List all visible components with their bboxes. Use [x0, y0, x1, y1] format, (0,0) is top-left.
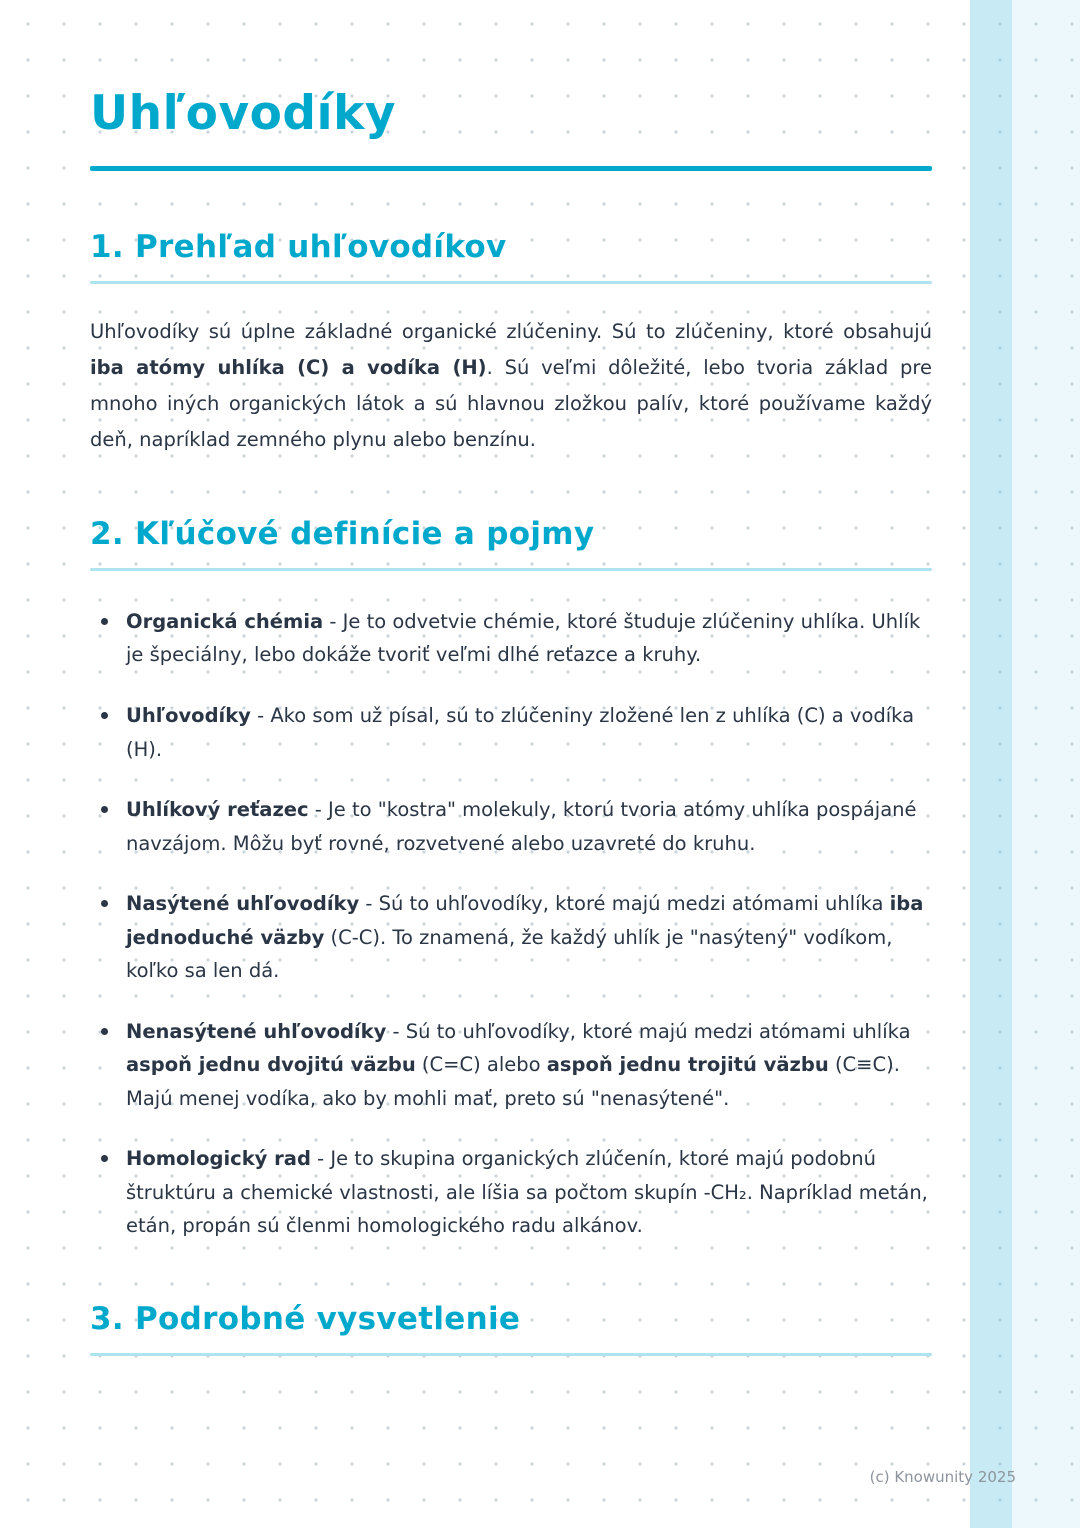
definition-text: Nenasýtené uhľovodíky - Sú to uhľovodíky, ktoré majú medzi atómami uhlíka aspoň jednu dvojitú väzbu (C=C) alebo aspoň jednu trojitú väzbu (C≡C). Majú menej vodíka, ako by mohli mať, preto sú "nenasýtené".: [126, 1019, 911, 1110]
bullet-icon: [101, 1155, 108, 1162]
section-definitions-heading: 2. Kľúčové definície a pojmy: [90, 515, 595, 552]
overview-paragraph: Uhľovodíky sú úplne základné organické zlúčeniny. Sú to zlúčeniny, ktoré obsahujú iba atómy uhlíka (C) a vodíka (H). Sú veľmi dôležité, lebo tvoria základ pre mnoho iných organických látok a sú hlavnou zložkou palív, ktoré používame každý deň, napríklad zemného plynu alebo benzínu.: [90, 319, 932, 451]
section-detail: [90, 1301, 932, 1356]
title-underline: [90, 166, 932, 171]
bullet-icon: [101, 618, 108, 625]
section-overview: [90, 229, 932, 458]
definition-item: [90, 1142, 932, 1243]
definition-text: Nasýtené uhľovodíky - Sú to uhľovodíky, ktoré majú medzi atómami uhlíka iba jednoduché väzby (C-C). To znamená, že každý uhlík je "nasýtený" vodíkom, koľko sa len dá.: [126, 892, 924, 983]
definition-text: Homologický rad - Je to skupina organických zlúčenín, ktoré majú podobnú štruktúru a chemické vlastnosti, ale líšia sa počtom skupín -CH₂. Napríklad metán, etán, propán sú členmi homologického radu alkánov.: [126, 1147, 928, 1238]
definition-item: [90, 699, 932, 766]
definition-text: Uhlíkový reťazec - Je to "kostra" molekuly, ktorú tvoria atómy uhlíka pospájané navzájom. Môžu byť rovné, rozvetvené alebo uzavreté do kruhu.: [126, 798, 917, 855]
section-overview-heading: 1. Prehľad uhľovodíkov: [90, 228, 507, 265]
definition-item: [90, 793, 932, 860]
footer-credit: (c) Knowunity 2025: [869, 1468, 1016, 1486]
page-title: Uhľovodíky: [90, 86, 397, 141]
bullet-icon: [101, 806, 108, 813]
section-overview-underline: [90, 281, 932, 284]
definition-text: Organická chémia - Je to odvetvie chémie, ktoré študuje zlúčeniny uhlíka. Uhlík je špeciálny, lebo dokáže tvoriť veľmi dlhé reťazce a kruhy.: [126, 609, 921, 667]
definition-item: [90, 1015, 932, 1116]
definition-text: Uhľovodíky - Ako som už písal, sú to zlúčeniny zložené len z uhlíka (C) a vodíka (H).: [126, 704, 915, 761]
definition-item: [90, 605, 932, 672]
section-detail-underline: [90, 1353, 932, 1356]
definition-item: [90, 887, 932, 988]
bullet-icon: [101, 900, 108, 907]
bullet-icon: [101, 712, 108, 719]
definitions-list: [90, 605, 932, 1243]
section-detail-heading: 3. Podrobné vysvetlenie: [90, 1300, 521, 1337]
section-definitions: [90, 516, 932, 1243]
bullet-icon: [101, 1028, 108, 1035]
section-definitions-underline: [90, 568, 932, 571]
